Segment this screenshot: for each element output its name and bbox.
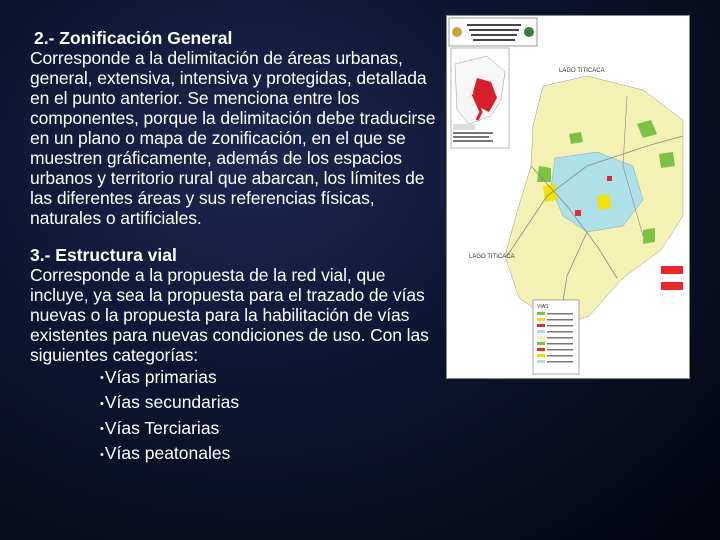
road-categories-list <box>30 365 440 467</box>
bullet-icon: • <box>100 372 104 385</box>
section-title-zonificacion: 2.- Zonificación General <box>34 28 233 48</box>
map-title-block <box>449 18 537 46</box>
seal-icon <box>524 27 534 37</box>
lake-label-north: LAGO TITICACA <box>559 68 605 74</box>
lake-label-south: LAGO TITICACA <box>469 254 515 260</box>
list-item: •Vías primarias <box>100 367 217 387</box>
section-title-estructura-vial: 3.- Estructura vial <box>30 245 177 265</box>
text-column <box>30 28 440 467</box>
legend-title: VIAS <box>537 304 549 310</box>
zoning-map <box>446 15 690 379</box>
bullet-icon: • <box>100 423 104 436</box>
section-body-zonificacion: Corresponde a la delimitación de áreas urbanas, general, extensiva, intensiva y protegidas, detallada en el punto anterior. Se menciona entre los componentes, porque la delimitación debe traducirse en un plano o mapa de zonificación, en el que se muestren gráficamente, además de los espacios urbanos y territorio rural que abarcan, los límites de las diferentes áreas y sus referencias físicas, naturales o artificiales. <box>30 48 436 228</box>
seal-icon <box>452 27 462 37</box>
list-item: •Vías peatonales <box>100 443 231 464</box>
bullet-icon: • <box>100 397 104 410</box>
list-item: •Vías Terciarias <box>100 417 220 438</box>
section-body-estructura-vial: Corresponde a la propuesta de la red vial, que incluye, ya sea la propuesta para el trazado de vías nuevas o la propuesta para la habilitación de vías existentes para nuevas condiciones de uso. Con las siguientes categorías: <box>30 265 429 365</box>
zoning-map-image <box>447 16 689 378</box>
bullet-icon: • <box>100 448 104 461</box>
list-item: •Vías secundarias <box>100 392 240 413</box>
